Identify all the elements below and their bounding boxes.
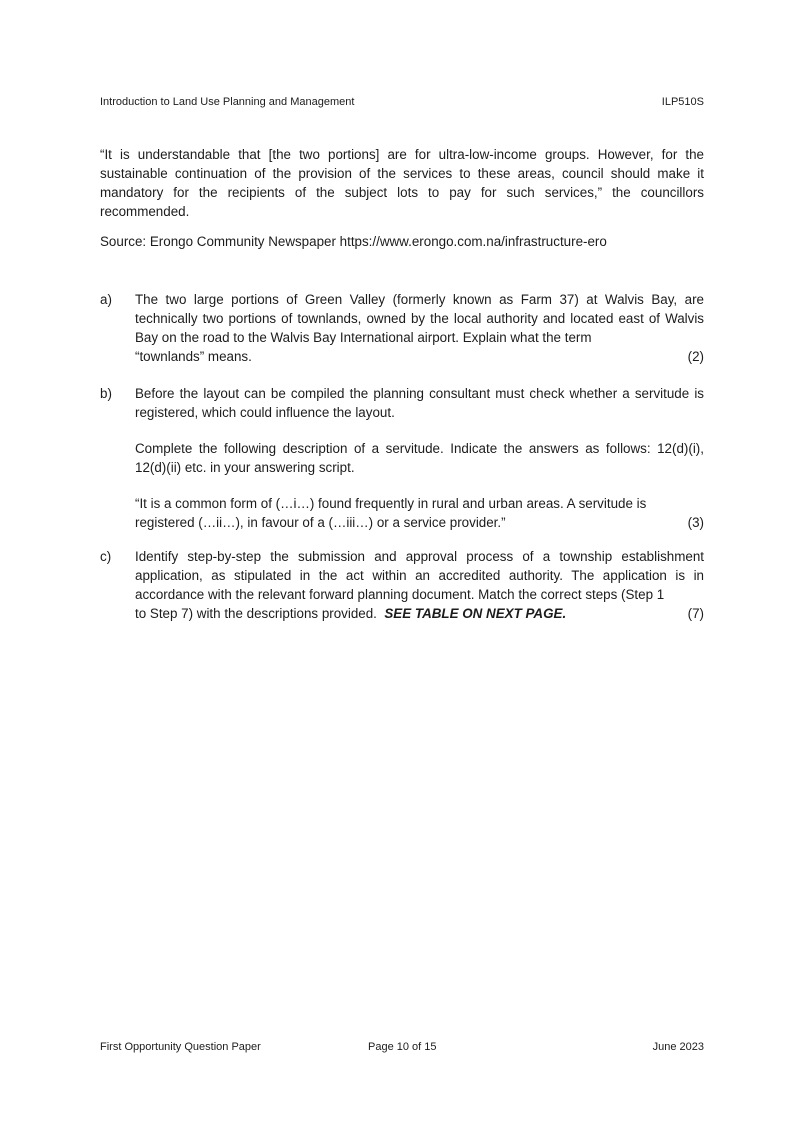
marks-line — [135, 604, 704, 623]
course-title: Introduction to Land Use Planning and Management — [100, 96, 355, 108]
question-text: The two large portions of Green Valley (formerly known as Farm 37) at Walvis Bay, are technically two portions of townlands, owned by the local authority and located east of Walvis Bay on the road to the Walvis Bay International airport. Explain what the term — [135, 292, 704, 345]
news-quote: “It is understandable that [the two portions] are for ultra-low-income groups. However, for the sustainable continuation of the provision of the services to these areas, council should make it mandatory for the recipients of the subject lots to pay for such services,” the councillors recommended. — [100, 147, 704, 219]
marks-line — [135, 513, 704, 532]
table-reference: SEE TABLE ON NEXT PAGE. — [384, 606, 567, 621]
paper-type: First Opportunity Question Paper — [100, 1041, 261, 1053]
question-text-end: “townlands” means. — [135, 349, 252, 364]
servitude-statement — [135, 494, 704, 532]
question-text-end-group — [135, 604, 566, 623]
question-c — [100, 547, 704, 623]
question-text-end: to Step 7) with the descriptions provided. — [135, 606, 377, 621]
question-a — [100, 290, 704, 366]
question-body — [135, 384, 704, 532]
question-b — [100, 384, 704, 532]
question-body — [135, 547, 704, 623]
page-number: Page 10 of 15 — [368, 1041, 437, 1053]
question-label: a) — [100, 292, 112, 307]
question-label: c) — [100, 549, 112, 564]
exam-date: June 2023 — [652, 1041, 704, 1053]
course-code: ILP510S — [661, 96, 704, 108]
page-header — [100, 95, 704, 109]
marks-line — [135, 347, 704, 366]
question-body — [135, 290, 704, 366]
statement-text-end: registered (…ii…), in favour of a (…iii…) or a service provider.” — [135, 515, 506, 530]
marks-allocation: (2) — [687, 349, 704, 364]
marks-allocation: (3) — [687, 515, 704, 530]
question-intro: Before the layout can be compiled the planning consultant must check whether a servitude is registered, which could influence the layout. — [135, 386, 704, 420]
question-instruction: Complete the following description of a servitude. Indicate the answers as follows: 12(d)(i), 12(d)(ii) etc. in your answering script. — [135, 441, 704, 475]
question-label: b) — [100, 386, 112, 401]
question-text: Identify step-by-step the submission and approval process of a township establishment application, as stipulated in the act within an accredited authority. The application is in accordance with the relevant forward planning document. Match the correct steps (Step 1 — [135, 549, 704, 602]
statement-text: “It is a common form of (…i…) found frequently in rural and urban areas. A servitude is — [135, 496, 647, 511]
marks-allocation: (7) — [687, 606, 704, 621]
source-citation: Source: Erongo Community Newspaper https://www.erongo.com.na/infrastructure-ero — [100, 234, 607, 249]
